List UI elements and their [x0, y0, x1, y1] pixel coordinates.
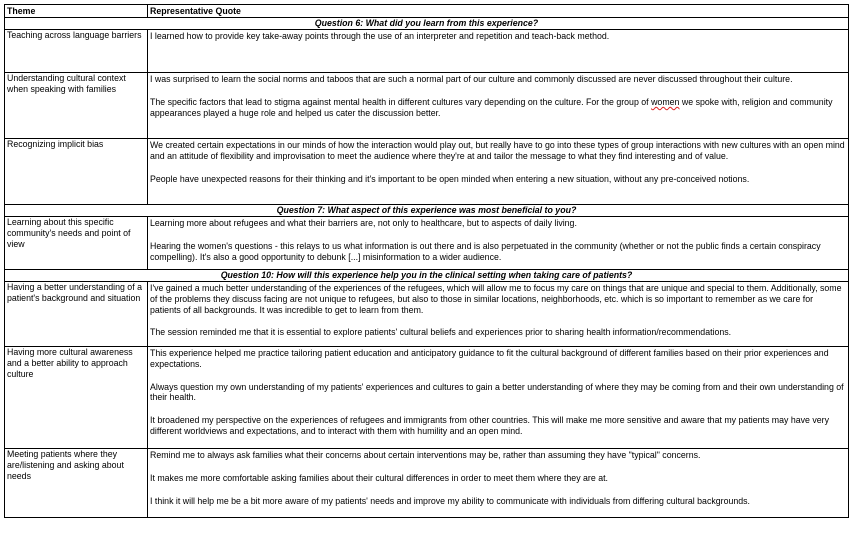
question-6-heading: Question 6: What did you learn from this experience? — [5, 18, 849, 30]
quote-text: This experience helped me practice tailoring patient education and anticipatory guidance to fit the cultural background of different families based on their prior experiences and expectations. — [150, 348, 829, 369]
quote-text: I was surprised to learn the social norms and taboos that are such a normal part of our culture and commonly discussed are never discussed throughout their culture. — [150, 74, 793, 84]
quote-text: It broadened my perspective on the experiences of refugees and immigrants from other countries. This will make me more sensitive and aware that my patients may have very different worldviews and expectations, and to interact with them with humility and an open mind. — [150, 415, 829, 436]
question-row — [5, 205, 849, 217]
table-row — [5, 73, 849, 139]
table-row — [5, 282, 849, 347]
quote-cell — [148, 282, 849, 347]
table-row — [5, 217, 849, 270]
quote-cell — [148, 73, 849, 139]
question-7-heading: Question 7: What aspect of this experience was most beneficial to you? — [5, 205, 849, 217]
table-row — [5, 347, 849, 449]
table-row — [5, 30, 849, 73]
quote-text: Learning more about refugees and what their barriers are, not only to healthcare, but to aspects of daily living. — [150, 218, 577, 228]
quote-text: Hearing the women's questions - this relays to us what information is out there and is also perpetuated in the community (whether or not the public finds a certain conspiracy compelling). It's also a good opportunity to debunk [...] misinformation to a wider audience. — [150, 240, 821, 262]
table-row — [5, 139, 849, 205]
quote-cell — [148, 449, 849, 518]
quote-text: The session reminded me that it is essential to explore patients' cultural beliefs and experiences prior to sharing health information/recommendations. — [150, 327, 732, 338]
theme-header: Theme — [5, 5, 148, 18]
question-row — [5, 18, 849, 30]
quote-text: I learned how to provide key take-away points through the use of an interpreter and repetition and teach-back method. — [150, 31, 610, 41]
quote-cell — [148, 347, 849, 449]
quote-text: I think it will help me be a bit more aware of my patients' needs and improve my ability to communicate with individuals from differing cultural backgrounds. — [150, 495, 750, 506]
quote-text: People have unexpected reasons for their thinking and it's important to be open minded when entering a new situation, without any pre-conceived notions. — [150, 173, 750, 184]
theme-cell: Having more cultural awareness and a better ability to approach culture — [5, 347, 148, 449]
spellcheck-word: women — [651, 96, 680, 107]
quote-cell — [148, 30, 849, 73]
quote-text: It makes me more comfortable asking families about their cultural differences in order to meet them where they are at. — [150, 472, 608, 483]
quote-text: Remind me to always ask families what their concerns about certain interventions may be, rather than assuming they have "typical" concerns. — [150, 450, 701, 460]
theme-cell: Learning about this specific community's needs and point of view — [5, 217, 148, 270]
quote-text: The specific factors that lead to stigma against mental health in different cultures vary depending on the culture. For the group of women we spoke with, religion and community appearances played a huge role and helped us cater the discussion better. — [150, 96, 833, 118]
question-row — [5, 270, 849, 282]
header-row — [5, 5, 849, 18]
theme-cell: Understanding cultural context when speaking with families — [5, 73, 148, 139]
table-row — [5, 449, 849, 518]
quote-text: Always question my own understanding of my patients' experiences and cultures to gain a better understanding of where they may be coming from and their own understanding of their health. — [150, 381, 844, 403]
quote-text: I've gained a much better understanding of the experiences of the refugees, which will allow me to focus my care on things that are unique and special to them. Additionally, some of the problems they discuss facing are not unique to refugees, but also to those in similar locations, neighborhoods, etc. which is so important to remember as we care for patients of all backgrounds. It was incredible to get to learn from them. — [150, 283, 842, 315]
quote-cell — [148, 139, 849, 205]
quote-header: Representative Quote — [148, 5, 849, 18]
question-10-heading: Question 10: How will this experience help you in the clinical setting when taking care of patients? — [5, 270, 849, 282]
quote-cell — [148, 217, 849, 270]
theme-cell: Teaching across language barriers — [5, 30, 148, 73]
theme-cell: Having a better understanding of a patient's background and situation — [5, 282, 148, 347]
theme-cell: Meeting patients where they are/listening and asking about needs — [5, 449, 148, 518]
theme-cell: Recognizing implicit bias — [5, 139, 148, 205]
quote-text: We created certain expectations in our minds of how the interaction would play out, but really have to go into these types of group interactions with new cultures with an open mind and an attitude of flexibility and improvisation to meet the audience where they're at and tailor the message to what they find interesting and of value. — [150, 140, 845, 161]
themes-table — [4, 4, 849, 518]
